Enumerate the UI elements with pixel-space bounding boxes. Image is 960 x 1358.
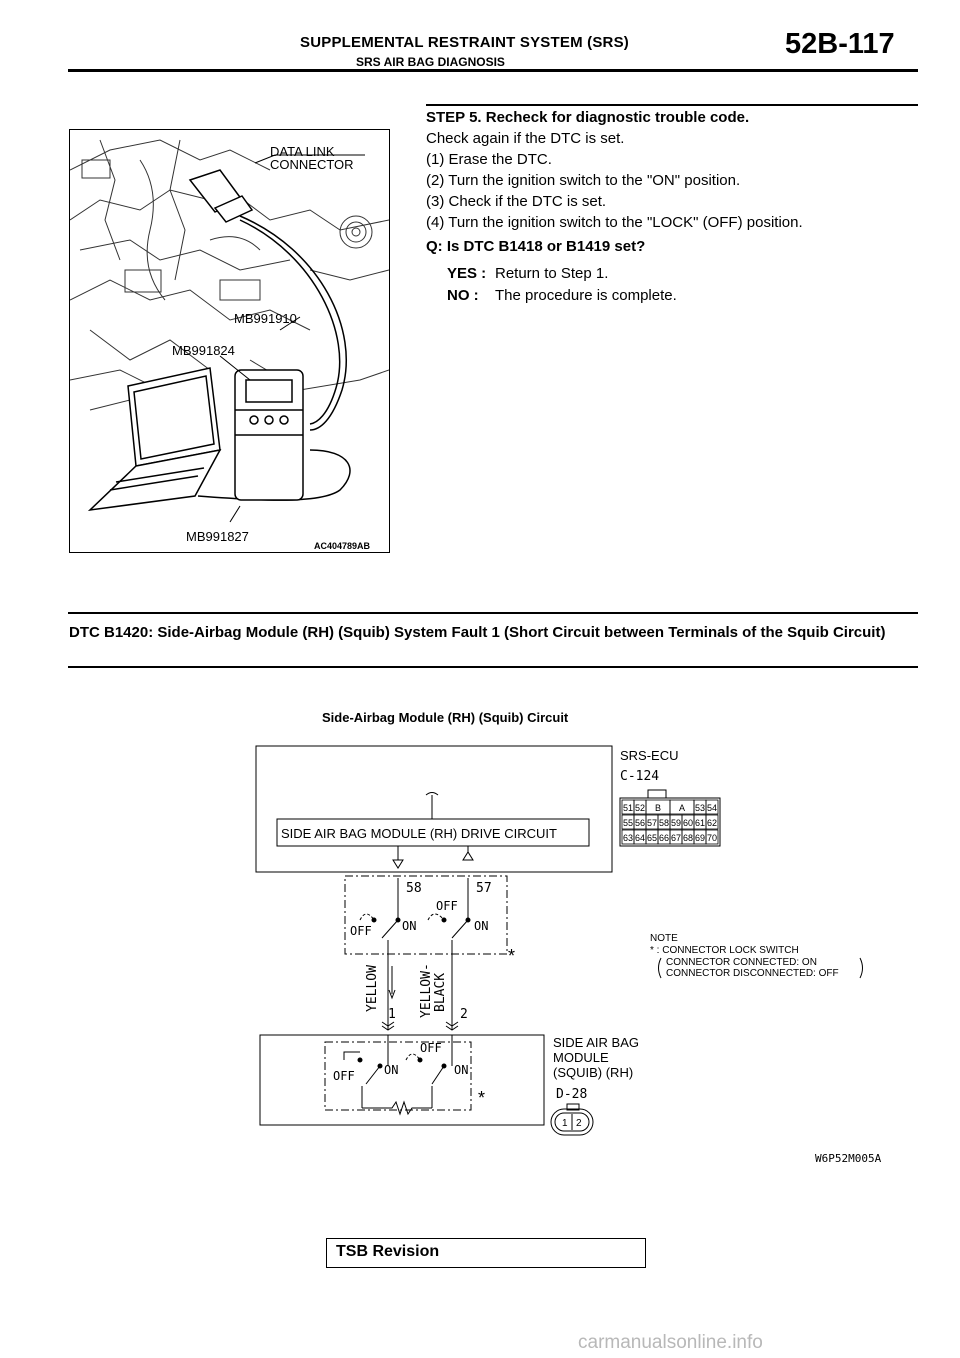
squib-circuit-diagram xyxy=(0,690,960,1180)
mb991824-label: MB991824 xyxy=(172,343,235,358)
c124-pin-label: 64 xyxy=(634,833,646,843)
tool-connection-figure xyxy=(69,129,390,553)
c124-pin-label: 60 xyxy=(682,818,694,828)
step5-intro: Check again if the DTC is set. xyxy=(426,130,625,147)
circuit-title: Side-Airbag Module (RH) (Squib) Circuit xyxy=(322,710,569,725)
c124-pin-label: 61 xyxy=(694,818,706,828)
ecu-switch-off-label: OFF xyxy=(350,924,372,938)
module-switch-on2-label: ON xyxy=(454,1063,469,1077)
module-connector-id: D-28 xyxy=(556,1087,588,1102)
tsb-revision-label: TSB Revision xyxy=(336,1243,440,1260)
c124-pin-label: 65 xyxy=(646,833,658,843)
note-line-2: CONNECTOR CONNECTED: ON xyxy=(666,957,817,968)
d28-connector-face xyxy=(551,1104,593,1135)
step5-item-2: (2) Turn the ignition switch to the "ON" position. xyxy=(426,172,741,189)
watermark: carmanualsonline.info xyxy=(578,1332,763,1353)
step5-item-4: (4) Turn the ignition switch to the "LOCK" (OFF) position. xyxy=(426,214,803,231)
c124-pin-label: 62 xyxy=(706,818,718,828)
module-label-line2: MODULE xyxy=(553,1050,609,1065)
module-switch-on-label: ON xyxy=(384,1063,399,1077)
manual-subsection-title: SRS AIR BAG DIAGNOSIS xyxy=(356,55,505,69)
tool-connection-illustration xyxy=(70,130,389,552)
page-number: 52B-117 xyxy=(785,28,895,60)
module-label-line1: SIDE AIR BAG xyxy=(553,1035,639,1050)
c124-pin-label: 68 xyxy=(682,833,694,843)
mb991827-label: MB991827 xyxy=(186,529,249,544)
c124-pin-label: 55 xyxy=(622,818,634,828)
module-switch-off-label: OFF xyxy=(333,1069,355,1083)
module-switch-off2-label: OFF xyxy=(420,1041,442,1055)
c124-pin-label: 59 xyxy=(670,818,682,828)
c124-pin-label: 51 xyxy=(622,803,634,813)
srs-ecu-box xyxy=(256,746,612,872)
ecu-switch-on-label: ON xyxy=(402,919,417,933)
c124-pin-label: 58 xyxy=(658,818,670,828)
c124-pin-label: 69 xyxy=(694,833,706,843)
answer-no-key: NO : xyxy=(447,287,479,304)
answer-yes-key: YES : xyxy=(447,265,487,282)
d28-pin-2: 2 xyxy=(576,1118,582,1129)
dtc-bottom-rule xyxy=(68,666,918,668)
dtc-top-rule xyxy=(68,612,918,614)
c124-pin-label: 67 xyxy=(670,833,682,843)
c124-pin-label: B xyxy=(654,803,662,813)
c124-pin-label: 54 xyxy=(706,803,718,813)
answer-yes xyxy=(447,264,947,284)
module-label-line3: (SQUIB) (RH) xyxy=(553,1065,634,1080)
manual-section-title: SUPPLEMENTAL RESTRAINT SYSTEM (SRS) xyxy=(300,34,629,51)
c124-pin-label: A xyxy=(678,803,686,813)
ecu-asterisk: * xyxy=(508,946,516,966)
ecu-switch-off2-label: OFF xyxy=(436,899,458,913)
c124-pin-label: 56 xyxy=(634,818,646,828)
step-top-rule xyxy=(426,104,918,106)
step5-item-3: (3) Check if the DTC is set. xyxy=(426,193,607,210)
step5-heading: STEP 5. Recheck for diagnostic trouble code. xyxy=(426,109,750,126)
answer-no xyxy=(447,286,947,306)
circuit-code: W6P52M005A xyxy=(815,1152,882,1165)
step5-item-1: (1) Erase the DTC. xyxy=(426,151,552,168)
note-line-1: * : CONNECTOR LOCK SWITCH xyxy=(650,945,799,956)
wire-yellow-black-label-2: BLACK xyxy=(433,972,448,1012)
dlc-label-line1: DATA LINK xyxy=(270,144,335,159)
dtc-title: DTC B1420: Side-Airbag Module (RH) (Squib) System Fault 1 (Short Circuit between Terminals of the Squib Circuit) xyxy=(69,624,886,641)
c124-pin-label: 52 xyxy=(634,803,646,813)
srs-ecu-label: SRS-ECU xyxy=(620,748,679,763)
wire-yellow-label: YELLOW xyxy=(365,965,380,1012)
figure-code: AC404789AB xyxy=(314,541,371,551)
c124-pin-label: 70 xyxy=(706,833,718,843)
c124-connector-face xyxy=(620,790,720,846)
pin-58-label: 58 xyxy=(406,881,422,896)
module-asterisk: * xyxy=(478,1088,486,1108)
srs-ecu-connector-id: C-124 xyxy=(620,769,660,784)
header-rule xyxy=(68,69,918,72)
step5-question: Q: Is DTC B1418 or B1419 set? xyxy=(426,238,646,255)
pin-2-label: 2 xyxy=(460,1007,468,1022)
wire-yellow-black-label-1: YELLOW- xyxy=(419,963,434,1018)
d28-pin-1: 1 xyxy=(562,1118,568,1129)
note-title: NOTE xyxy=(650,933,678,944)
ecu-switch-on2-label: ON xyxy=(474,919,489,933)
mb991910-label: MB991910 xyxy=(234,311,297,326)
pin-57-label: 57 xyxy=(476,881,492,896)
c124-pin-label: 63 xyxy=(622,833,634,843)
c124-pin-label: 57 xyxy=(646,818,658,828)
c124-pin-label: 53 xyxy=(694,803,706,813)
side-airbag-module-box xyxy=(260,1035,544,1125)
answer-yes-text: Return to Step 1. xyxy=(495,265,609,282)
answer-no-text: The procedure is complete. xyxy=(495,287,677,304)
c124-pin-label: 66 xyxy=(658,833,670,843)
drive-circuit-label: SIDE AIR BAG MODULE (RH) DRIVE CIRCUIT xyxy=(281,826,557,841)
note-line-3: CONNECTOR DISCONNECTED: OFF xyxy=(666,968,839,979)
dlc-label-line2: CONNECTOR xyxy=(270,157,354,172)
pin-1-label: 1 xyxy=(388,1007,396,1022)
tsb-revision-box xyxy=(326,1238,646,1268)
